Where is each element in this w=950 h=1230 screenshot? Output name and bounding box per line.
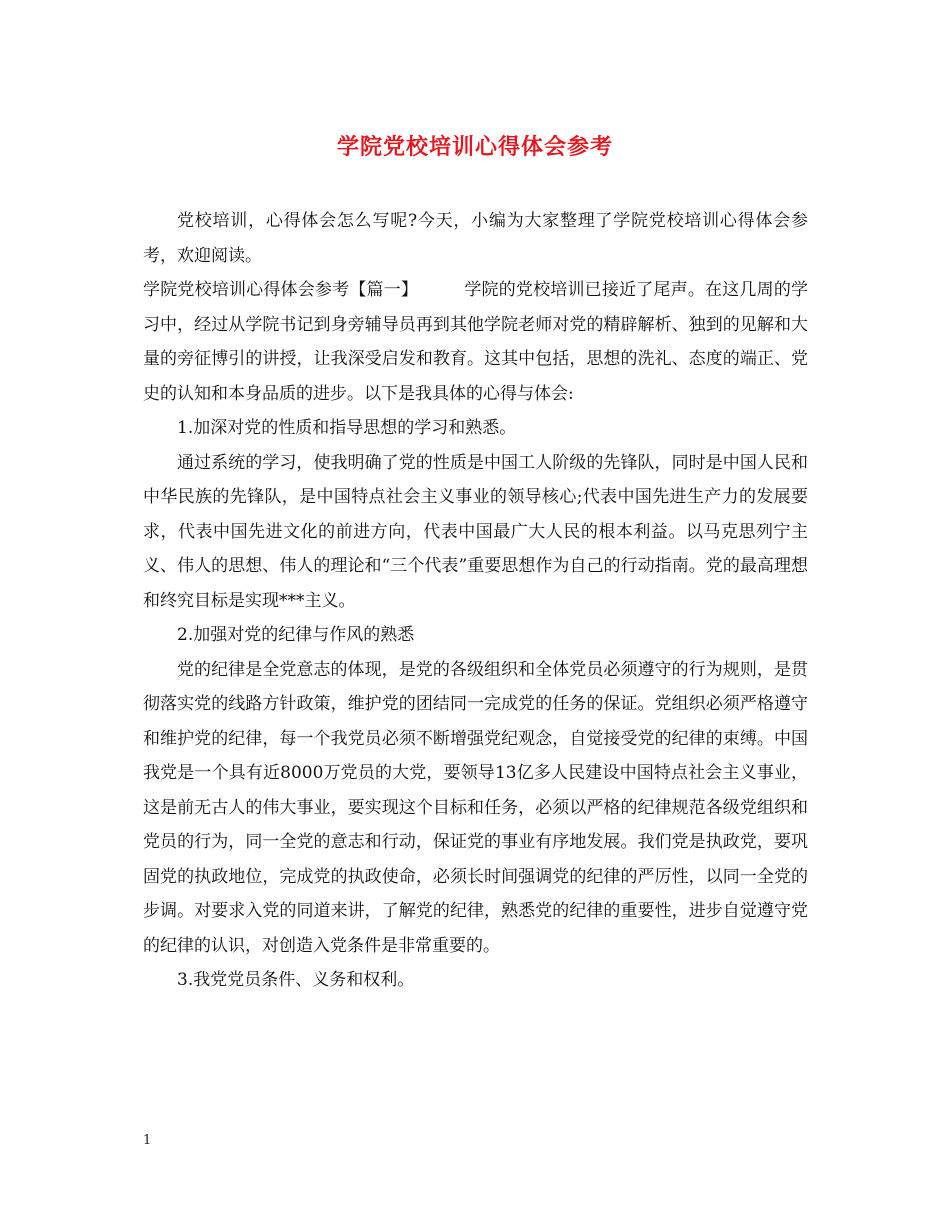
page-number: 1 (143, 1133, 152, 1148)
document-title: 学院党校培训心得体会参考 (336, 134, 613, 160)
section-opening: 学院的党校培训已接近了尾声。在这几周的学习中，经过从学院书记到身旁辅导员再到其他学院老师对党的精辟解析、独到的见解和大量的旁征博引的讲授，让我深受启发和教育。这其中包括，思想的洗礼、态度的端正、党史的认知和本身品质的进步。以下是我具体的心得与体会: (143, 280, 809, 404)
point2-heading: 2.加强对党的纪律与作风的熟悉 (177, 625, 415, 645)
intro-paragraph: 党校培训，心得体会怎么写呢?今天，小编为大家整理了学院党校培训心得体会参考，欢迎阅读。 (143, 211, 808, 266)
point1-body: 通过系统的学习，使我明确了党的性质是中国工人阶级的先锋队，同时是中国人民和中华民族的先锋队，是中国特点社会主义事业的领导核心;代表中国先进生产力的发展要求，代表中国先进文化的前进方向，代表中国最广大人民的根本利益。以马克思列宁主义、伟人的思想、伟人的理论和“三个代表”重要思想作为自己的行动指南。党的最高理想和终究目标是实现***主义。 (143, 452, 808, 611)
section-heading: 学院党校培训心得体会参考【篇一】 (143, 280, 419, 300)
point2-body: 党的纪律是全党意志的体现，是党的各级组织和全体党员必须遵守的行为规则，是贯彻落实党的线路方针政策，维护党的团结同一完成党的任务的保证。党组织必须严格遵守和维护党的纪律，每一个我党员必须不断增强党纪观念，自觉接受党的纪律的束缚。中国我党是一个具有近8000万党员的大党，要领导13亿多人民建设中国特点社会主义事业，这是前无古人的伟大事业，要实现这个目标和任务，必须以严格的纪律规范各级党组织和党员的行为，同一全党的意志和行动，保证党的事业有序地发展。我们党是执政党，要巩固党的执政地位，完成党的执政使命，必须长时间强调党的纪律的严厉性，以同一全党的步调。对要求入党的同道来讲，了解党的纪律，熟悉党的纪律的重要性，进步自觉遵守党的纪律的认识，对创造入党条件是非常重要的。 (143, 659, 808, 956)
point3-heading: 3.我党党员条件、义务和权利。 (177, 970, 415, 990)
document-body (143, 204, 808, 998)
point1-heading: 1.加深对党的性质和指导思想的学习和熟悉。 (177, 418, 517, 438)
section-paragraph (143, 273, 808, 411)
